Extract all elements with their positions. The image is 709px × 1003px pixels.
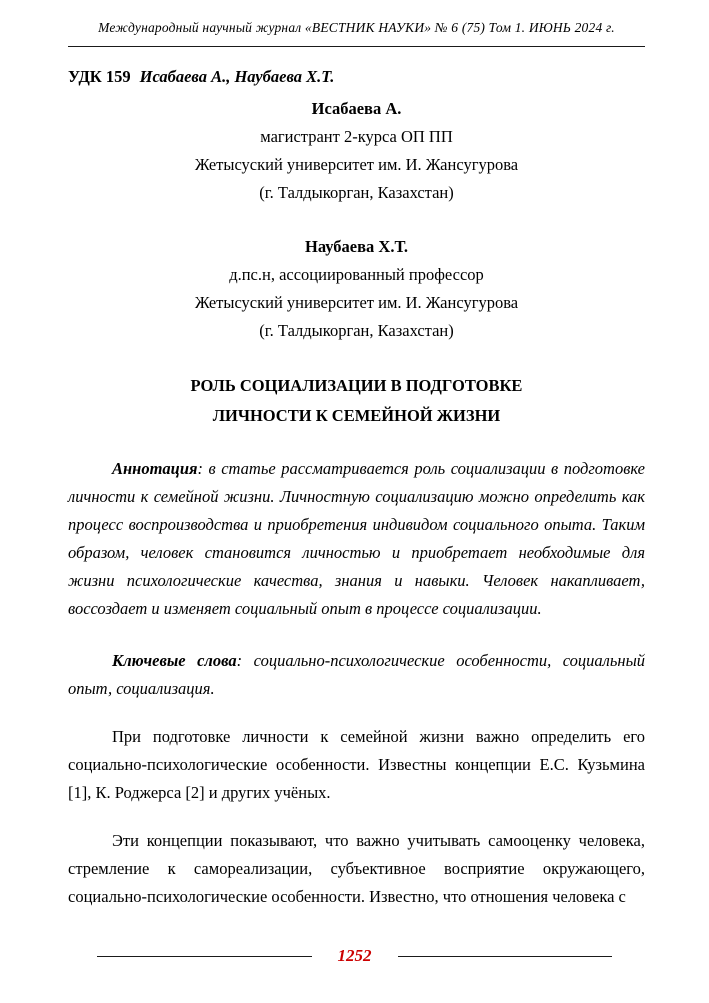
footer-rule-right bbox=[398, 956, 613, 957]
abstract-paragraph bbox=[68, 455, 645, 623]
journal-page bbox=[68, 0, 645, 911]
author-2-name: Наубаева Х.Т. bbox=[305, 237, 408, 256]
abstract-label: Аннотация bbox=[112, 459, 198, 478]
article-title-line-2: ЛИЧНОСТИ К СЕМЕЙНОЙ ЖИЗНИ bbox=[212, 406, 501, 425]
keywords-label: Ключевые слова bbox=[112, 651, 237, 670]
keywords-paragraph bbox=[68, 647, 645, 703]
keywords-text: : социально-психологические особенности, социальный опыт, социализация. bbox=[68, 651, 645, 698]
author-1-location: (г. Талдыкорган, Казахстан) bbox=[259, 183, 454, 202]
body-paragraph-2: Эти концепции показывают, что важно учитывать самооценку человека, стремление к самореализации, субъективное восприятие окружающего, социально-психологические особенности. Известно, что отношения человека с bbox=[68, 831, 645, 906]
page-number: 1252 bbox=[337, 946, 372, 965]
udc-authors: Исабаева А., Наубаева Х.Т. bbox=[139, 67, 335, 86]
udc-code: УДК 159 bbox=[68, 67, 131, 86]
author-2-role: д.пс.н, ассоциированный профессор bbox=[229, 265, 484, 284]
abstract-text: : в статье рассматривается роль социализации в подготовке личности к семейной жизни. Личностную социализацию можно определить как процесс воспроизводства и приобретения индивидом социального опыта. Таким образом, человек становится личностью и приобретает необходимые для жизни психологические качества, знания и навыки. Человек накапливает, воссоздает и изменяет социальный опыт в процессе социализации. bbox=[68, 459, 645, 618]
author-block-2 bbox=[68, 233, 645, 345]
footer-rule-left bbox=[97, 956, 312, 957]
journal-header-line: Международный научный журнал «ВЕСТНИК НАУКИ» № 6 (75) Том 1. ИЮНЬ 2024 г. bbox=[98, 20, 615, 35]
body-paragraph-1: При подготовке личности к семейной жизни важно определить его социально-психологические особенности. Известны концепции Е.С. Кузьмина [1], К. Роджерса [2] и других учёных. bbox=[68, 727, 645, 802]
author-2-affiliation: Жетысуский университет им. И. Жансугурова bbox=[194, 293, 519, 312]
header-rule bbox=[68, 46, 645, 47]
author-1-role: магистрант 2-курса ОП ПП bbox=[260, 127, 453, 146]
udc-line bbox=[68, 63, 645, 91]
page-footer bbox=[97, 946, 612, 966]
author-block-1 bbox=[68, 95, 645, 207]
author-1-affiliation: Жетысуский университет им. И. Жансугурова bbox=[194, 155, 519, 174]
author-1-name: Исабаева А. bbox=[311, 99, 402, 118]
article-title-line-1: РОЛЬ СОЦИАЛИЗАЦИИ В ПОДГОТОВКЕ bbox=[190, 376, 523, 395]
author-2-location: (г. Талдыкорган, Казахстан) bbox=[259, 321, 454, 340]
article-title bbox=[68, 371, 645, 431]
